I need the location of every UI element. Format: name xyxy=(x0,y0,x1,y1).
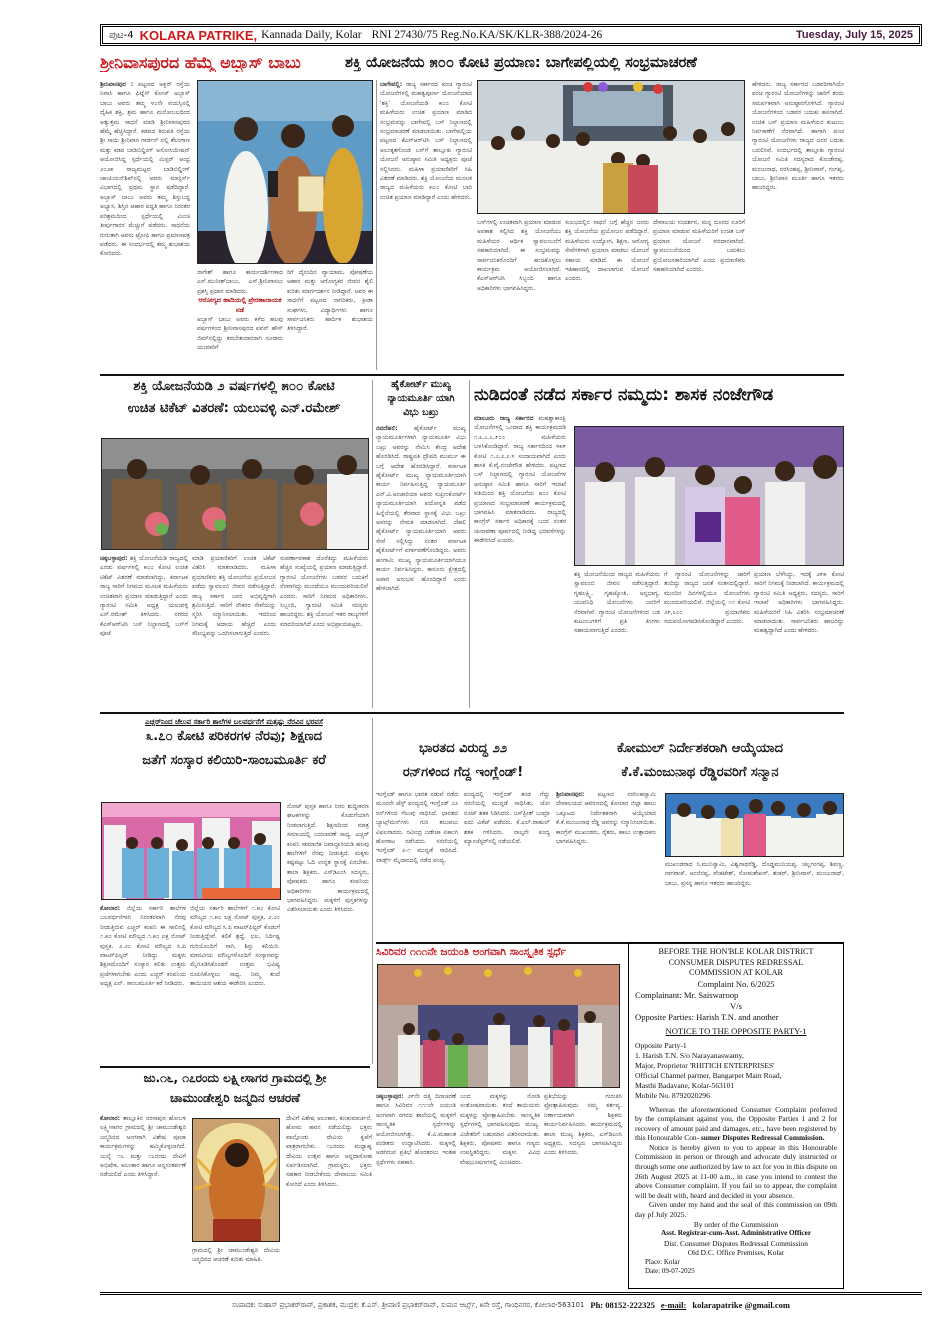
headline-judge-2: ನ್ಯಾಯಮೂರ್ತಿ ಯಾಗಿ xyxy=(387,394,455,404)
article-school-col3: ನೋಟ್ ಪುಸ್ತಕ ಹಾಗೂ ನೀರು ಶುದ್ಧೀಕರಣ ಘಟಕಗಳನ್ನು ಕೊಡುಗೆಯಾಗಿ ನೀಡಲಾಗುತ್ತಿದೆ. ಶಿಕ್ಷಣದಿಂದ ಮಾತ್ರ ಸಮಾಜದಲ್ಲಿ ಬದಲಾವಣೆ ಸಾಧ್ಯ. ಎಚ್ಚರ್ ಕಂಪನಿ ಸಾಮಾಜಿಕ ಜವಾಬ್ದಾರಿಯಡಿ ಹಲವು ಶಾಲೆಗಳಿಗೆ ನೆರವು ನೀಡುತ್ತಿದೆ. ಮಕ್ಕಳು ಕಷ್ಟಪಟ್ಟು ಓದಿ ಉನ್ನತ ಸ್ಥಾನಕ್ಕೆ ಏರಬೇಕು. ಶಾಲಾ ಶಿಕ್ಷಕರು, ಎಸ್‌ಡಿಎಂಸಿ ಸದಸ್ಯರು, ಪೋಷಕರು ಹಾಗೂ ಕಂಪನಿಯ ಅಧಿಕಾರಿಗಳು ಕಾರ್ಯಕ್ರಮದಲ್ಲಿ ಭಾಗವಹಿಸಿದ್ದರು. ಮಕ್ಕಳಿಗೆ ಪುಸ್ತಕಗಳನ್ನು ವಿತರಿಸಲಾಯಿತು ಎಂದು ತಿಳಿಸಿದರು. xyxy=(287,803,369,914)
email-label: e-mail: xyxy=(660,1300,687,1310)
headline-school-aid-2: ಜತೆಗೆ ಸಂಸ್ಕಾರ ಕಲಿಯಿರಿ-ಸಾಂಬಮೂರ್ತಿ ಕರೆ xyxy=(142,754,326,768)
notice-place: Place: Kolar xyxy=(645,1258,680,1267)
article-school-col1: ಕೋಲಾರ: ಜಿಲ್ಲೆಯ ಸರ್ಕಾರಿ ಶಾಲೆಗಳ ಬಲವರ್ಧನೆಗಾಗಿ ನಿರಂತರವಾಗಿ ನೆರವು ನೀಡುತ್ತಿರುವ ಎಚ್ಚರ್ ಕಂಪನಿ ಈ ಸಾಲಿನಲ್ಲಿ ೧.೫೦ ಕೋಟಿ ಮೌಲ್ಯದ ೧.೫೦ ಲಕ್ಷ ನೋಟ್ ಪುಸ್ತಕ, ೨.೨೦ ಕೋಟಿ ಮೌಲ್ಯದ ಸಿ.ಪಿ ವಾಟರ್‌ಫಿಲ್ಟರ್ ನೀಡಿದ್ದು ಮಕ್ಕಳು ಶಿಕ್ಷಣದೊಂದಿಗೆ ಸಂಸ್ಕಾರ ಕಲಿತು ಉತ್ತಮ ಪ್ರಜೆಗಳಾಗಬೇಕು ಎಂದು ಎಚ್ಚರ್ ಕಂಪನಿಯ ಅಧ್ಯಕ್ಷ ಎನ್. ಸಾಂಬಮೂರ್ತಿ ಕರೆ ನೀಡಿದರು. xyxy=(100,905,186,988)
email-address[interactable]: kolarapatrike @gmail.com xyxy=(692,1300,790,1310)
article-komul-col2: ಮುಖಂಡರಾದ ಸಿ.ಮುನಿಸ್ವಾಮಿ, ವಿಶ್ವನಾಥರೆಡ್ಡಿ, ದೊಡ್ಡಮುನಿಯಪ್ಪ, ಚಲ್ಲಗಂಗಪ್ಪ, ಶಿವಣ್ಣ, ನಾಗರಾಜ್, ಆಂಜಿನಪ್ಪ, ವೆಂಕಟೇಶ್, ಸೋಮಶೇಖರ್, ಶಂಕರ್, ಶ್ರೀನಿವಾಸ್, ಮಂಜುನಾಥ್, ಬಾಬು, ಪ್ರಸನ್ನ ಹಾಗೂ ಇತರರು ಹಾಜರಿದ್ದರು. xyxy=(665,861,844,887)
notice-officer: Asst. Registrar-cum-Asst. Administrative Officer xyxy=(660,1229,812,1238)
section-divider xyxy=(100,1066,370,1068)
article-shakti-col1: ಬಾಗೇಪಲ್ಲಿ: ರಾಜ್ಯ ಸರ್ಕಾರದ ಪಂಚ ಗ್ಯಾರಂಟಿ ಯೋಜನೆಗಳಲ್ಲಿ ಮಹತ್ವಪೂರ್ಣ ಯೋಜನೆಯಾದ 'ಶಕ್ತಿ' ಯೋಜನೆಯಡಿ ೫೦೦ ಕೋಟಿ ಮಹಿಳೆಯರು ಉಚಿತ ಪ್ರಯಾಣ ಮಾಡಿದ ಸಂಭ್ರಮವನ್ನು ಬಾಗೇಪಲ್ಲಿ ಬಸ್ ನಿಲ್ದಾಣದಲ್ಲಿ ಸಂಭ್ರಮಾಚರಣೆ ಮಾಡಲಾಯಿತು. ಬಾಗೇಪಲ್ಲಿಯ ಪಟ್ಟಣದ ಕೆಎಸ್‌ಆರ್‌ಟಿಸಿ ಬಸ್ ನಿಲ್ದಾಣದಲ್ಲಿ ಅಲಂಕೃತಗೊಂಡ ಬಸ್‌ಗೆ ತಾಲ್ಲೂಕು ಗ್ಯಾರಂಟಿ ಯೋಜನೆ ಅನುಷ್ಠಾನ ಸಮಿತಿ ಅಧ್ಯಕ್ಷರು ಪೂಜೆ ಸಲ್ಲಿಸಿದರು. ಮಹಿಳಾ ಪ್ರಯಾಣಿಕರಿಗೆ ಸಿಹಿ ವಿತರಣೆ ಮಾಡಿದರು. ಶಕ್ತಿ ಯೋಜನೆಯ ಮೂಲಕ ರಾಜ್ಯದ ಮಹಿಳೆಯರು ೫೦೦ ಕೋಟಿ ಬಾರಿ ಉಚಿತ ಪ್ರಯಾಣ ಮಾಡಿದ್ದಾರೆ ಎಂದು ಹೇಳಿದರು. xyxy=(380,81,472,201)
party-line-4: Masthi Badavane, Kolar-563101 xyxy=(635,1080,735,1090)
article-abbas-col2: ನಾಗೇಶ್ ಹಾಗೂ ಕಾರ್ಯದರ್ಶಿಗಳಾದ ಎಸ್.ಮುನೀಶ್‌ಬಾಬು, ಎಸ್.ಶ್ರೀನಿವಾಸಲು ಪ್ರಶಸ್ತಿ ಪ್ರದಾನ ಮಾಡಿದರು. ಆರೋಗ್ಯದ ಹಾದಿಯಲ್ಲಿ ಪ್ರೇರಣಾದಾಯಕ ನಡೆ ಅಬ್ಬಾಸ್ ಬಾಬು ಅವರು ಕಳೆದ ಹಲವು ವರ್ಷಗಳಿಂದ ಶ್ರೀನಿವಾಸಪುರದ ಪವನ್ ಹೌಸ್ ಜಿಮ್‌ನಲ್ಲಿದ್ದು ತರಬೇತುದಾರರಾಗಿ ನೂರಾರು ಯುವಕರಿಗೆ xyxy=(197,269,283,352)
column-divider xyxy=(372,380,373,708)
headline-judge-1: ಹೈಕೋರ್ಟ್ ಮುಖ್ಯ xyxy=(391,380,451,390)
column-divider xyxy=(372,718,373,1064)
party-line-2: Major, Proprietor 'RHITICH ENTERPRISES' xyxy=(635,1060,775,1070)
article-chamundeshwari-col1: ಕೋಲಾರ: ತಾಲ್ಲೂಕಿನ ನರಸಾಪುರ ಹೋಬಳಿ ಲಕ್ಷ್ಮೀಸಾಗರ ಗ್ರಾಮದಲ್ಲಿ ಶ್ರೀ ಚಾಮುಂಡೇಶ್ವರಿ ಜನ್ಮದಿನದ ಅಂಗವಾಗಿ ವಿಶೇಷ ಪೂಜಾ ಕಾರ್ಯಕ್ರಮಗಳನ್ನು ಹಮ್ಮಿಕೊಳ್ಳಲಾಗಿದೆ. ಜುಲೈ ೧೬ ಮತ್ತು ೧೭ರಂದು ದೇವಿಗೆ ಅಭಿಷೇಕ, ಅಲಂಕಾರ ಹಾಗೂ ಅನ್ನಸಂತರ್ಪಣೆ ನಡೆಯಲಿದೆ ಎಂದು ತಿಳಿಸಿದ್ದಾರೆ. xyxy=(100,1115,186,1179)
party-mobile: Mobile No. 8792020296 xyxy=(635,1090,710,1100)
phone-number: Ph: 08152-222325 xyxy=(590,1300,655,1310)
article-komul-col1: ಶ್ರೀನಿವಾಸಪುರ: ಪಟ್ಟಣದ ನರಸಿಂಹಸ್ವಾಮಿ ದೇವಾಲಯದ ಆವರಣದಲ್ಲಿ ಕೋಲಾರ ಜಿಲ್ಲಾ ಹಾಲು ಒಕ್ಕೂಟದ ನಿರ್ದೇಶಕರಾಗಿ ಆಯ್ಕೆಯಾದ ಕೆ.ಕೆ.ಮಂಜುನಾಥ ರೆಡ್ಡಿ ಅವರನ್ನು ಸನ್ಮಾನಿಸಲಾಯಿತು. ಕಾಂಗ್ರೆಸ್ ಮುಖಂಡರು, ರೈತರು, ಹಾಲು ಉತ್ಪಾದಕರು ಭಾಗವಹಿಸಿದ್ದರು. xyxy=(556,791,656,846)
article-cultural-col2: ಬಂದ ಮಕ್ಕಳನ್ನು ನೋಡಿ ಸಂತೋಷವಾಯಿತು. ತಂದೆ ತಾಯಿಯರು ಮಕ್ಕಳನ್ನು ಪ್ರೋತ್ಸಾಹಿಸಬೇಕು. ಸಾಂಸ್ಕೃತಿಕ ಸ್ಪರ್ಧೆಗಳಲ್ಲಿ ಭಾಗವಹಿಸುವುದು ಮುಖ್ಯ. ವಿಜೇತರಿಗೆ ಬಹುಮಾನ ವಿತರಿಸಲಾಯಿತು. ಶಿಕ್ಷಕರು, ಪೋಷಕರು ಹಾಗೂ ಗಣ್ಯರು ಉಪಸ್ಥಿತರಿದ್ದರು. ಮಕ್ಕಳು ವಿವಿಧ ವೇಷಭೂಷಣಗಳಲ್ಲಿ ಮಿಂಚಿದರು. xyxy=(460,1093,540,1166)
headline-chamundeshwari-1: ಜು.೧೬, ೧೭ರಂದು ಲಕ್ಷ್ಮೀಸಾಗರ ಗ್ರಾಮದಲ್ಲಿ ಶ್ರೀ xyxy=(143,1072,327,1085)
headline-komul-2: ಕೆ.ಕೆ.ಮಂಜುನಾಥ ರೆಡ್ಡಿರವರಿಗೆ ಸನ್ಮಾನ xyxy=(621,766,779,780)
photo-abbas-babu-award xyxy=(197,80,373,264)
headline-chamundeshwari-2: ಚಾಮುಂಡೇಶ್ವರಿ ಜನ್ಮದಿನ ಆಚರಣೆ xyxy=(170,1092,300,1105)
article-abbas-col1: ಶ್ರೀನಿವಾಸಪುರ : ಪಟ್ಟಣದ ಅಕ್ಬರ್ ರಸ್ತೆಯ ನಿವಾಸಿ ಹಾಗೂ ಫಿಟ್ನೆಸ್ ಕೋಚ್ ಅಬ್ಬಾಸ್ ಬಾಬು ಅವರು ತಮ್ಮ ೪೦ನೇ ವಯಸ್ಸಿನಲ್ಲಿ ದೈಹಿಕ ಶಕ್ತಿ, ಶ್ರಮ ಹಾಗೂ ಮನೋಬಲದಿಂದ ಅತ್ಯುತ್ತಮ ಸಾಧನೆ ಮಾಡಿ ಶ್ರೀನಿವಾಸಪುರದ ಹೆಮ್ಮೆ ಹೆಚ್ಚಿಸಿದ್ದಾರೆ. ಕಡಪದ ತಿರುಪತಿ ರಸ್ತೆಯ ಶ್ರೀ ಸಾಯಿ ಶ್ರೀನಿವಾಸ ಗಾರ್ಡನ್ ನಲ್ಲಿ ತೆಲಂಗಾಣ ಮತ್ತು ಕಡಪ ಬಾಡಿಬಿಲ್ಡಿಂಗ್ ಅಸೋಸಿಯೇಷನ್ ಆಯೋಜಿಸಿದ್ದ ಸ್ಪರ್ಧೆಯಲ್ಲಿ ಮಿಸ್ಟರ್ ಆಂಧ್ರ ೨೦೨೫ ರಾಜ್ಯಮಟ್ಟದ ಬಾಡಿಬಿಲ್ಡಿಂಗ್ ಚಾಂಪಿಯನ್‌ಶಿಪ್‌ನಲ್ಲಿ ಅವರು ಮಾಸ್ಟರ್ಸ್ ವಿಭಾಗದಲ್ಲಿ ಪ್ರಥಮ ಸ್ಥಾನ ಪಡೆದಿದ್ದಾರೆ. ಅಬ್ಬಾಸ್ ಬಾಬು ಅವರು ತಮ್ಮ ಶಿಸ್ತುಬದ್ಧ ಅಭ್ಯಾಸ, ಶಿಸ್ತಿನ ಆಹಾರ ಪದ್ಧತಿ ಹಾಗೂ ನಿರಂತರ ಪರಿಶ್ರಮದಿಂದ ಸ್ಪರ್ಧೆಯಲ್ಲಿ ಮಿಂಚಿ ತೀರ್ಪುಗಾರರ ಮೆಚ್ಚುಗೆ ಪಡೆದರು. ಸಾಧನೆಯ ಗುರುತಾಗಿ ಅವರು ಟ್ರೋಫಿ ಹಾಗೂ ಪ್ರಮಾಣಪತ್ರ ಪಡೆದರು. ಈ ಸಂದರ್ಭದಲ್ಲಿ ತಮ್ಮ ಶುಭಾಶಯ ಕೋರಿದರು. xyxy=(100,81,190,258)
footer-imprint xyxy=(100,1292,922,1315)
article-shakti-col2: ಬಸ್‌ಗಳಲ್ಲಿ ಉಚಿತವಾಗಿ ಪ್ರಯಾಣ ಮಾಡುವ ಅವಕಾಶ ಕಲ್ಪಿಸಿದ ಶಕ್ತಿ ಯೋಜನೆಯು ಮಹಿಳೆಯರ ಆರ್ಥಿಕ ಸ್ವಾವಲಂಬನೆಗೆ ಸಹಕಾರಿಯಾಗಿದೆ. ಈ ಸಂಭ್ರಮವನ್ನು ಸಾರ್ವಜನಿಕರೊಂದಿಗೆ ಹಂಚಿಕೊಳ್ಳಲು ಕಾರ್ಯಕ್ರಮ ಆಯೋಜಿಸಲಾಗಿದೆ. ಕೆಎಸ್‌ಆರ್‌ಟಿಸಿ ಸಿಬ್ಬಂದಿ ಹಾಗೂ ಅಧಿಕಾರಿಗಳು ಭಾಗವಹಿಸಿದ್ದರು. xyxy=(477,219,561,292)
headline-komul-1: ಕೋಮುಲ್ ನಿರ್ದೇಶಕರಾಗಿ ಆಯ್ಕೆಯಾದ xyxy=(617,742,783,756)
notice-paragraph-1-bold: sumer Disputes Redressal Commission. xyxy=(700,1133,825,1143)
newspaper-subtitle: Kannada Daily, Kolar xyxy=(261,29,362,41)
photo-komul-felicitation xyxy=(665,793,844,857)
article-chamundeshwari-col2: ದೇವಿಗೆ ವಿಶೇಷ ಅಲಂಕಾರ, ಕುಂಕುಮಾರ್ಚನೆ, ಹೋಮ ಹವನ ನಡೆಯಲಿದ್ದು ಭಕ್ತರು ಪಾಲ್ಗೊಂಡು ದೇವಿಯ ಕೃಪೆಗೆ ಪಾತ್ರರಾಗಬೇಕು. ೧೭ರಂದು ಮಧ್ಯಾಹ್ನ ದೇವಿಯ ಉತ್ಸವ ಹಾಗೂ ಅನ್ನದಾಸೋಹ ಏರ್ಪಡಿಸಲಾಗಿದೆ. ಗ್ರಾಮಸ್ಥರು, ಭಕ್ತರು ಸಹಕಾರ ನೀಡಬೇಕೆಂದು ದೇವಾಲಯ ಸಮಿತಿ ಕೋರಿದೆ ಎಂದು ತಿಳಿಸಿದರು. xyxy=(286,1115,372,1188)
article-cricket-col2: ಪಂದ್ಯದಲ್ಲಿ ಇಂಗ್ಲೆಂಡ್ ತಂಡ ಗೆದ್ದು ಸರಣಿಯಲ್ಲಿ ಮುನ್ನಡೆ ಸಾಧಿಸಿತು. ಜೋ ರೂಟ್ ಶತಕ ಸಿಡಿಸಿದರು. ಜಸ್‌ಪ್ರೀತ್ ಬುಮ್ರಾ ಐದು ವಿಕೆಟ್ ಪಡೆದರು. ಕೆ.ಎಲ್.ರಾಹುಲ್ ಶತಕ ಗಳಿಸಿದರು. ನಾಲ್ಕನೇ ಪಂದ್ಯ ಮ್ಯಾಂಚೆಸ್ಟರ್‌ನಲ್ಲಿ ನಡೆಯಲಿದೆ. xyxy=(464,791,550,846)
dateline: ಶ್ರೀನಿವಾಸಪುರ : xyxy=(100,81,134,88)
notice-paragraph-2: Notice is hereby given to you to appear in this Honourable Commission in person or through and advocate duly instructed or through some one authorized by law to act for you in this dispute on 26th August 2025 at 11-00 a.m., in case you intend to contest the above Consumer complaint. If you fail so to appear, the complaint will be dealt with, heard and decided in your absence. xyxy=(635,1142,837,1200)
complainant: Complainant: Mr. Saiswaroop xyxy=(635,989,739,1000)
dateline: ಕೋಲಾರ: xyxy=(100,905,121,912)
article-nanjegowda-col1: ಮಾಲೂರು ರಾಜ್ಯ ಸರ್ಕಾರದ ಮಹತ್ವಾಕಾಂಕ್ಷಿ ಯೋಜನೆಗಳಲ್ಲಿ ಒಂದಾದ ಶಕ್ತಿ ಕಾರ್ಯಕ್ರಮದಡಿ ೧.೩.೭.೬,೯೦೦ ಮಹಿಳೆಯರು ಬಳಸಿಕೊಂಡಿದ್ದಾರೆ. ರಾಜ್ಯ ಸರ್ಕಾರದಿಂದ ೪೫೯ ಕೋಟಿ ೧.೨.೨.೨.೪ ಸಂದಾಯವಾಗಿದೆ ಎಂದು ಶಾಸಕ ಕೆ.ವೈ.ನಂಜೇಗೌಡ ಹೇಳಿದರು. ಪಟ್ಟಣದ ಬಸ್ ನಿಲ್ದಾಣದಲ್ಲಿ ಗ್ಯಾರಂಟಿ ಯೋಜನೆಗಳ ಅನುಷ್ಠಾನ ಸಮಿತಿ ಹಾಗೂ ಸಾರಿಗೆ ಇಲಾಖೆ ವತಿಯಿಂದ ಶಕ್ತಿ ಯೋಜನೆಯ ೫೦೦ ಕೋಟಿ ಪ್ರಯಾಣದ ಸಂಭ್ರಮಾಚರಣೆ ಕಾರ್ಯಕ್ರಮದಲ್ಲಿ ಭಾಗವಹಿಸಿ ಮಾತನಾಡಿದರು. ರಾಜ್ಯದಲ್ಲಿ ಕಾಂಗ್ರೆಸ್ ಸರ್ಕಾರ ಅಧಿಕಾರಕ್ಕೆ ಬಂದ ನಂತರ ಚುನಾವಣಾ ಪೂರ್ವದಲ್ಲಿ ನೀಡಿದ್ದ ಭರವಸೆಗಳನ್ನು ಈಡೇರಿಸಿದೆ ಎಂದರು. xyxy=(474,415,566,545)
article-shakti-col3: ಸುಲಭದಲ್ಲಿನ ಸಾಧನೆ ಬಗ್ಗೆ ಹೆಚ್ಚಿನ ಜನರು ಶಕ್ತಿ ಯೋಜನೆಯ ಪ್ರಯೋಜನ ಪಡೆದಿದ್ದಾರೆ. ಮಹಿಳೆಯರು ಉದ್ಯೋಗ, ಶಿಕ್ಷಣ, ಆರೋಗ್ಯ ಸೇವೆಗಳಿಗಾಗಿ ಪ್ರಯಾಣ ಮಾಡಲು ಯೋಜನೆ ಸಹಾಯ ಮಾಡಿದೆ. ಈ ಯೋಜನೆ ಇತಿಹಾಸದಲ್ಲಿ ದಾಖಲಾಗುವ ಯೋಜನೆ ಎಂದರು. xyxy=(565,219,649,283)
party-line-1: 1. Harish T.N. S/o Narayanaswamy, xyxy=(635,1050,744,1060)
dateline: ಕೋಲಾರ: xyxy=(100,1115,121,1122)
photo-bus-crowd xyxy=(478,81,745,214)
article-shakti-col5: ಹೇಳಿದರು. ರಾಜ್ಯ ಸರ್ಕಾರದ ಬಡವರಿಗಾಗಿಯೇ ಪಂಚ ಗ್ಯಾರಂಟಿ ಯೋಜನೆಗಳನ್ನು ಜಾರಿಗೆ ತಂದು ಸಮರ್ಪಕವಾಗಿ ಅನುಷ್ಠಾನಗೊಳಿಸಿದೆ. ಗ್ಯಾರಂಟಿ ಯೋಜನೆಗಳಿಂದ ಬಡವರ ಬದುಕು ಹಸನಾಗಿದೆ. ಉಚಿತ ಬಸ್ ಪ್ರಯಾಣ ಮಹಿಳೆಯರ ಕುಟುಂಬ ನಿರ್ವಹಣೆಗೆ ನೆರವಾಗಿದೆ. ಹಾಗಾಗಿ ಪಂಚ ಗ್ಯಾರಂಟಿ ಯೋಜನೆಗಳು ರಾಜ್ಯದ ಜನರ ಬದುಕು ಬದಲಿಸಿವೆ. ಸಂದರ್ಭದಲ್ಲಿ ತಾಲ್ಲೂಕು ಗ್ಯಾರಂಟಿ ಯೋಜನೆ ಸಮಿತಿ ಸದಸ್ಯರಾದ ಕೊಂಡೇರಪ್ಪ, ಮಂಜುನಾಥ, ನರಸಿಂಹಪ್ಪ, ಶ್ರೀನಿವಾಸ್, ಗಂಗಪ್ಪ, ಬಾಬು, ಶ್ರೀನಿವಾಸ ಮೂರ್ತಿ ಹಾಗೂ ಇತರರು ಹಾಜರಿದ್ದರು. xyxy=(752,81,844,192)
newspaper-name: KOLARA PATRIKE, xyxy=(139,27,258,43)
dateline: ನವದೆಹಲಿ: xyxy=(376,425,398,432)
notice-paragraph-3: Given under my hand and the seal of this commission on 09th day pf July 2025. xyxy=(635,1200,837,1220)
headline-nanjegowda: ನುಡಿದಂತೆ ನಡೆದ ಸರ್ಕಾರ ನಮ್ಮದು: ಶಾಸಕ ನಂಜೇಗೌಡ xyxy=(474,386,774,405)
headline-shakti-ramesh-2: ಉಚಿತ ಟಿಕೆಟ್ ವಿತರಣೆ: ಯಲುವಳ್ಳಿ ಎನ್.ರಮೇಶ್ xyxy=(127,402,341,416)
headline-cricket-2: ರನ್‌ಗಳಿಂದ ಗೆದ್ದ ಇಂಗ್ಲೆಂಡ್! xyxy=(402,766,524,780)
photo-school-children xyxy=(101,802,281,900)
headline-cricket-1: ಭಾರತದ ವಿರುದ್ಧ ೨೨ xyxy=(418,742,508,756)
notice-office-1: Dist. Consumer Disputes Redressal Commission xyxy=(664,1238,808,1248)
dateline: ಮಾಲೂರು ರಾಜ್ಯ ಸರ್ಕಾರದ xyxy=(474,415,534,422)
subhead-health: ಆರೋಗ್ಯದ ಹಾದಿಯಲ್ಲಿ ಪ್ರೇರಣಾದಾಯಕ ನಡೆ xyxy=(198,296,282,314)
headline-judge-3: ವಿಭು ಬಖ್ರು xyxy=(403,408,439,418)
photo-students-kits xyxy=(102,803,281,900)
section-divider xyxy=(100,712,844,714)
article-nanjegowda-col4: ಪ್ರಯಾಣ ಬೆಳೆಸಿದ್ದು, ಇದಕ್ಕೆ ೨೯೫ ಕೋಟಿ ಸಾರಿಗೆ ನಿಗಮಕ್ಕೆ ನೀಡಲಾಗಿದೆ. ಕಾರ್ಯಕ್ರಮದಲ್ಲಿ ಗ್ಯಾರಂಟಿ ಸಮಿತಿ ಅಧ್ಯಕ್ಷರು, ಸದಸ್ಯರು, ಸಾರಿಗೆ ಇಲಾಖೆ ಅಧಿಕಾರಿಗಳು ಭಾಗವಹಿಸಿದ್ದರು. ಮಹಿಳೆಯರಿಗೆ ಸಿಹಿ ವಿತರಿಸಿ ಸಂಭ್ರಮಾಚರಣೆ ಮಾಡಲಾಯಿತು. ಸಾರ್ವಜನಿಕರು ಹಾಜರಿದ್ದು ಮಹತ್ವದ್ದಾಗಿದೆ ಎಂದು ಹೇಳಿದರು. xyxy=(754,571,844,635)
article-judge: ನವದೆಹಲಿ: ಹೈಕೋರ್ಟ್ ಮುಖ್ಯ ನ್ಯಾಯಮೂರ್ತಿಗಳಾಗಿ ನ್ಯಾಯಮೂರ್ತಿ ವಿಭು ಬಖ್ರು ಅವರನ್ನು ನೇಮಿಸಿ ಕೇಂದ್ರ ಆದೇಶ ಹೊರಡಿಸಿದೆ. ರಾಷ್ಟ್ರಪತಿ ದ್ರೌಪದಿ ಮುರ್ಮು ಈ ಬಗ್ಗೆ ಆದೇಶ ಹೊರಡಿಸಿದ್ದಾರೆ. ಕರ್ನಾಟಕ ಹೈಕೋರ್ಟ್ ಮುಖ್ಯ ನ್ಯಾಯಮೂರ್ತಿಯಾಗಿ ಕಾರ್ಯ ನಿರ್ವಹಿಸುತ್ತಿದ್ದ ನ್ಯಾಯಮೂರ್ತಿ ಎನ್.ವಿ.ಅಂಜಾರಿಯಾ ಅವರು ಸುಪ್ರೀಂಕೋರ್ಟ್ ನ್ಯಾಯಮೂರ್ತಿಯಾಗಿ ಪದೋನ್ನತಿ ಪಡೆದ ಹಿನ್ನೆಲೆಯಲ್ಲಿ ತೆರವಾದ ಸ್ಥಾನಕ್ಕೆ ವಿಭು ಬಖ್ರು ಅವರನ್ನು ನೇಮಕ ಮಾಡಲಾಗಿದೆ. ದೆಹಲಿ ಹೈಕೋರ್ಟ್ ನ್ಯಾಯಮೂರ್ತಿಯಾಗಿ ಅವರು ಸೇವೆ ಸಲ್ಲಿಸಿದ್ದು ನಂತರ ಕರ್ನಾಟಕ ಹೈಕೋರ್ಟ್‌ಗೆ ವರ್ಗಾವಣೆಗೊಂಡಿದ್ದರು. ಅವರು ಹಂಗಾಮಿ ಮುಖ್ಯ ನ್ಯಾಯಮೂರ್ತಿಯಾಗಿಯೂ ಕಾರ್ಯ ನಿರ್ವಹಿಸಿದ್ದರು. ಕಾನೂನು ಕ್ಷೇತ್ರದಲ್ಲಿ ಅಪಾರ ಅನುಭವ ಹೊಂದಿದ್ದಾರೆ ಎಂದು ಹೇಳಲಾಗಿದೆ. xyxy=(376,425,466,592)
photo-bus-staff-felicitation xyxy=(101,438,369,550)
photo-bodybuilder-trophy xyxy=(198,81,373,264)
notice-heading-3: COMMISSION AT KOLAR xyxy=(688,968,784,977)
article-cultural-col3: ಪ್ರತಿಭೆಯನ್ನು ಗುರುತಿಸಿ ಪ್ರೋತ್ಸಾಹಿಸುವುದು ನಮ್ಮ ಕರ್ತವ್ಯ. ನಿರ್ಣಾಯಕರಾಗಿ ಶಿಕ್ಷಕರು ಕಾರ್ಯನಿರ್ವಹಿಸಿದರು. ಕಾರ್ಯಕ್ರಮದಲ್ಲಿ ಶಾಲಾ ಮುಖ್ಯ ಶಿಕ್ಷಕರು, ಎಸ್‌ಡಿಎಂಸಿ ಅಧ್ಯಕ್ಷರು, ಸದಸ್ಯರು ಭಾಗವಹಿಸಿದ್ದರು ಎಂದು ತಿಳಿಸಿದರು. xyxy=(544,1093,622,1157)
dateline: ಬಾಗೇಪಲ್ಲಿ: xyxy=(380,81,403,88)
issue-date: Tuesday, July 15, 2025 xyxy=(796,29,913,41)
masthead xyxy=(100,24,922,46)
notice-date: Date: 09-07-2025 xyxy=(645,1267,695,1276)
kicker-school-aid: ಎಚ್ಚರ್‌ನಿಂದ ಚೆಲುವ ಸರ್ಕಾರಿ ಶಾಲೆಗಳ ಬಲವರ್ಧನೆಗೆ ಮತ್ತಷ್ಟು ನೆರವಿನ ಭರವಸೆ xyxy=(145,718,323,726)
photo-children-costumes xyxy=(378,965,620,1088)
notice-heading-1: BEFORE THE HON'BLE KOLAR DISTRICT xyxy=(658,947,814,956)
headline-cultural-competition: ಸಿವಿರಿವರ ೧೧೧ನೇ ಜಯಂತಿ ಅಂಗವಾಗಿ ಸಾಂಸ್ಕೃತಿಕ ಸ್ಪರ್ಧೆ xyxy=(376,946,567,958)
party-line-3: Official Channel partner, Bangarpet Main Road, xyxy=(635,1070,782,1080)
article-shakti-col4: ದೇವಾಲಯ ಸಂದರ್ಶನ, ಮನ್ನ ದೂರದ ಊರಿಗೆ ಪ್ರಯಾಣ ಮಾಡುವ ಮಹಿಳೆಯರಿಗೆ ಉಚಿತ ಬಸ್ ಪ್ರಯಾಣ ಯೋಜನೆ ವರದಾನವಾಗಿದೆ. ಸ್ವಾವಲಂಬನೆಯಿಂದ ಬದುಕಲು ಪ್ರಯೋಜನಕಾರಿಯಾಗಿದೆ ಎಂದು ಪ್ರಯಾಣಿಕರು ಸಹಕಾರಿಯಾಗಿದೆ ಎಂದರು. xyxy=(653,219,745,274)
dateline: ಶ್ರೀನಿವಾಸಪುರ: xyxy=(556,791,585,798)
article-nanjegowda-col2: ಶಕ್ತಿ ಯೋಜನೆಯಿಂದ ರಾಜ್ಯದ ಮಹಿಳೆಯರು ಸ್ವಾವಲಂಬಿ ಜೀವನ ನಡೆಸುತ್ತಿದ್ದಾರೆ. ಗೃಹಲಕ್ಷ್ಮಿ, ಗೃಹಜ್ಯೋತಿ, ಅನ್ನಭಾಗ್ಯ, ಯುವನಿಧಿ ಯೋಜನೆಗಳು ಜನರಿಗೆ ನೆರವಾಗಿವೆ. ಗ್ಯಾರಂಟಿ ಯೋಜನೆಗಳಿಂದ ಬಡ ಕುಟುಂಬಗಳಿಗೆ ಪ್ರತಿ ತಿಂಗಳು ಸಹಾಯವಾಗುತ್ತಿದೆ ಎಂದರು. xyxy=(574,571,660,635)
photo-garlanded-director xyxy=(666,794,844,857)
article-school-col2: ಜಿಲ್ಲೆಯ ಸರ್ಕಾರಿ ಶಾಲೆಗಳಿಗೆ ೧.೫೦ ಕೋಟಿ ಮೌಲ್ಯದ ೧.೫೦ ಲಕ್ಷ ನೋಟ್ ಪುಸ್ತಕ, ೨.೨೦ ಕೋಟಿ ಮೌಲ್ಯದ ಸಿ.ಪಿ ವಾಟರ್‌ಫಿಲ್ಟರ್ ಕೊಡುಗೆ ನೀಡುತ್ತಿದ್ದೇವೆ. ಕಲಿಕೆ ಶ್ರದ್ಧೆ, ಛಲ, ನಿರ್ದಿಷ್ಟ ಗುರಿಯೊಂದಿಗೆ ಸಾಗಿ, ಶಿಸ್ತು ಕಲಿಯಿರಿ. ಮಾನವೀಯ ಮೌಲ್ಯಗಳೊಂದಿಗೆ ಸಂಸ್ಕಾರವನ್ನು ಮೈಗೂಡಿಸಿಕೊಂಡರೆ ಉತ್ತಮ ಭವಿಷ್ಯ ರೂಪಿಸಿಕೊಳ್ಳಲು ಸಾಧ್ಯ. ನಿಮ್ಮ ತಂದೆ ತಾಯಿಯರ ಆಶಯ ಈಡೇರಿಸಿ ಎಂದರು. xyxy=(190,905,280,988)
article-cultural-col1: ಚಿಕ್ಕಬಳ್ಳಾಪುರ: ೨೯ನೇ ದತ್ತಿ ದಿನಾಚರಣೆ ಹಾಗೂ ಸಿವಿರಿವರ ೧೧೧ನೇ ಜಯಂತಿ ಅಂಗವಾಗಿ ನಗರದ ಶಾಲೆಯಲ್ಲಿ ಮಕ್ಕಳಿಗೆ ಸಾಂಸ್ಕೃತಿಕ ಸ್ಪರ್ಧೆಗಳನ್ನು ಆಯೋಜಿಸಲಾಗಿತ್ತು. ಕೆ.ವಿ.ಮಹಾಂತ ಪಂಡಿತರು ಉದ್ಘಾಟಿಸಿದರು. ಮಕ್ಕಳಲ್ಲಿ ಅಡಗಿರುವ ಪ್ರತಿಭೆ ಹೊರತರಲು ಇಂತಹ ಸ್ಪರ್ಧೆಗಳು ಸಹಕಾರಿ. xyxy=(376,1093,456,1166)
article-ramesh-col1: ಚಿಕ್ಕಬಳ್ಳಾಪುರ: ಶಕ್ತಿ ಯೋಜನೆಯಡಿ ರಾಜ್ಯದಲ್ಲಿ ಎರಡು ವರ್ಷಗಳಲ್ಲಿ ೫೦೦ ಕೋಟಿ ಉಚಿತ ಟಿಕೆಟ್ ವಿತರಣೆ ಮಾಡಲಾಗಿದ್ದು, ಕರ್ನಾಟಕ ರಾಜ್ಯ ಸಾರಿಗೆ ನಿಗಮದ ಮೂಲಕ ಮಹಿಳೆಯರು ಉಚಿತವಾಗಿ ಪ್ರಯಾಣ ಮಾಡುತ್ತಿದ್ದಾರೆ ಎಂದು ಗ್ಯಾರಂಟಿ ಸಮಿತಿ ಅಧ್ಯಕ್ಷ ಯಲುವಳ್ಳಿ ಎನ್.ರಮೇಶ್ ತಿಳಿಸಿದರು. ನಗರದ ಕೆಎಸ್‌ಆರ್‌ಟಿಸಿ ಬಸ್ ನಿಲ್ದಾಣದಲ್ಲಿ ಬಸ್‌ಗೆ ಪೂಜೆ xyxy=(100,555,188,638)
versus: V/s xyxy=(730,1000,742,1011)
section-divider xyxy=(100,374,844,376)
article-ramesh-col3: ಸುವರ್ಣಾವಕಾಶ ದೊರೆತಿದ್ದು ಮಹಿಳೆಯರು ಹೆಚ್ಚಿನ ಸಂಖ್ಯೆಯಲ್ಲಿ ಪ್ರಯಾಣ ಮಾಡುತ್ತಿದ್ದಾರೆ. ಗ್ಯಾರಂಟಿ ಯೋಜನೆಗಳು ಬಡವರ ಬದುಕಿಗೆ ನೆರವಾಗಿದ್ದು ಮುಂದೆಯೂ ಮುಂದುವರಿಯಲಿವೆ ಎಂದರು. ಸಾರಿಗೆ ನಿಗಮದ ಅಧಿಕಾರಿಗಳು, ಸಿಬ್ಬಂದಿ, ಗ್ಯಾರಂಟಿ ಸಮಿತಿ ಸದಸ್ಯರು ಹಾಜರಿದ್ದರು. ಶಕ್ತಿ ಯೋಜನೆ ಇತರ ರಾಜ್ಯಗಳಿಗೆ ಮಾದರಿಯಾಗಿದೆ ಎಂದು ಅಭಿಪ್ರಾಯಪಟ್ಟರು. xyxy=(280,555,368,628)
article-ramesh-col2: ಮಾಡಿ ಪ್ರಯಾಣಿಕರಿಗೆ ಉಚಿತ ಟಿಕೆಟ್ ವಿತರಿಸಿ ಮಾತನಾಡಿದರು. ಮಹಿಳಾ ಪ್ರಯಾಣಿಕರು ಶಕ್ತಿ ಯೋಜನೆಯ ಪ್ರಯೋಜನ ಪಡೆದು ಸ್ವಾವಲಂಬಿ ಜೀವನ ನಡೆಸುತ್ತಿದ್ದಾರೆ. ರಾಜ್ಯ ಸರ್ಕಾರ ಜನರ ಅಭಿವೃದ್ಧಿಗಾಗಿ ಶ್ರಮಿಸುತ್ತಿದೆ. ಸಾರಿಗೆ ನೌಕರರ ಸೇವೆಯನ್ನು ಸ್ಮರಿಸಿ ಸನ್ಮಾನಿಸಲಾಯಿತು. ಇದರಿಂದ ನಿಗಮಕ್ಕೆ ಆದಾಯ ಹೆಚ್ಚಿದೆ ಎಂದು ಸೌಲಭ್ಯವನ್ನು ಒದಗಿಸಲಾಗುತ್ತಿದೆ ಎಂದರು. xyxy=(192,555,276,638)
photo-staff-bouquets xyxy=(102,439,369,550)
publisher-info: ಸಂಪಾದಕ: ಸುಹಾಸ್ ಪ್ರಭಾಕರ್‌ರಾವ್, ಪ್ರಕಾಶಕ, ಮುದ್ರಕ: ಕೆ.ಎಸ್. ಶ್ರೀವಾಣಿ ಪ್ರಭಾಕರ್‌ರಾವ್, ಸುಮನ ಆರ್ಟ್ಸ್, ೫ನೇ ರಸ್ತೆ, ಗಾಂಧಿನಗರ, ಕೋಲಾರ-563101 xyxy=(232,1300,585,1309)
dateline: ಚಿಕ್ಕಬಳ್ಳಾಪುರ: xyxy=(100,555,128,562)
photo-shakti-bus-celebration xyxy=(477,80,745,214)
notice-order: By order of the Commission xyxy=(693,1219,779,1229)
page-number: ಪುಟ-4 xyxy=(109,29,134,41)
headline-school-aid-1: ೩.೭೦ ಕೋಟಿ ಪರಿಕರಗಳ ನೆರವು; ಶಿಕ್ಷಣದ xyxy=(146,730,322,744)
headline-abbas-babu: ಶ್ರೀನಿವಾಸಪುರದ ಹೆಮ್ಮೆ ಅಬ್ಬಾಸ್ ಬಾಬು xyxy=(100,54,301,72)
legal-notice xyxy=(628,942,844,1289)
opposite-parties: Opposite Parties: Harish T.N. and another xyxy=(635,1012,779,1023)
notice-title: NOTICE TO THE OPPOSITE PARTY-1 xyxy=(665,1026,807,1037)
photo-mla-felicitation xyxy=(575,427,844,566)
headline-shakti-ramesh-1: ಶಕ್ತಿ ಯೋಜನೆಯಡಿ ೨ ವರ್ಷಗಳಲ್ಲಿ ೫೦೦ ಕೋಟಿ xyxy=(133,380,335,394)
notice-paragraph-1-text: Whereas the aforementioned Consumer Complaint preferred by the complainant against you, the Opposite Parties 1 and 2 for recovery of amount paid and damages, etc., have been registered by this Honourable Con- xyxy=(635,1104,837,1143)
party-label: Opposite Party-1 xyxy=(635,1040,687,1050)
column-divider xyxy=(469,380,470,708)
article-chamundeshwari-caption: ಗ್ರಾಮದಲ್ಲಿ ಶ್ರೀ ಚಾಮುಂಡೇಶ್ವರಿ ದೇವಿಯ ಜನ್ಮದಿನದ ಆಚರಣೆ ಕುರಿತು ಮಾಹಿತಿ. xyxy=(192,1247,280,1264)
registration-number: RNI 27430/75 Reg.No.KA/SK/KLR-388/2024-26 xyxy=(371,29,603,41)
article-cricket-col1: ಇಂಗ್ಲೆಂಡ್ ಹಾಗೂ ಭಾರತ ನಡುವೆ ನಡೆದ ಮೂರನೇ ಟೆಸ್ಟ್ ಪಂದ್ಯದಲ್ಲಿ ಇಂಗ್ಲೆಂಡ್ ೨೨ ರನ್‌ಗಳಿಂದ ಗೆಲುವು ಸಾಧಿಸಿದೆ. ಭಾರತದ ಬ್ಯಾಟ್ಸ್‌ಮನ್‌ಗಳು ಗುರಿ ತಲುಪಲು ವಿಫಲರಾದರು. ರವೀಂದ್ರ ಜಡೇಜಾ ಏಕಾಂಗಿ ಹೋರಾಟ ನಡೆಸಿದರು. ಸರಣಿಯಲ್ಲಿ ಇಂಗ್ಲೆಂಡ್ ೨-೧ ಮುನ್ನಡೆ ಸಾಧಿಸಿದೆ. ಲಾರ್ಡ್ಸ್ ಮೈದಾನದಲ್ಲಿ ನಡೆದ ಪಂದ್ಯ. xyxy=(376,791,458,864)
notice-office-2: Old D.C. Office Premises, Kolar xyxy=(687,1248,785,1258)
article-abbas-col3: ರಿಗೆ ದೈನಂದಿನ ವ್ಯಾಯಾಮ, ಪೋಷಣೆಯ ಆಹಾರ ಮತ್ತು ಆರೋಗ್ಯಕರ ಜೀವನ ಶೈಲಿ ಕುರಿತು ಮಾರ್ಗದರ್ಶನ ನೀಡಿದ್ದಾರೆ. ಅವರ ಈ ಸಾಧನೆಗೆ ಪಟ್ಟಣದ ನಾಗರಿಕರು, ಕ್ರೀಡಾ ಸಂಘಗಳು, ವಿದ್ಯಾರ್ಥಿಗಳು ಹಾಗೂ ಸಾರ್ವಜನಿಕರು ಹಾರ್ದಿಕ ಶುಭಾಶಯ ತಿಳಿಸಿದ್ದಾರೆ. xyxy=(287,269,373,333)
photo-goddess-idol xyxy=(193,1119,280,1242)
photo-chamundeshwari-deity xyxy=(192,1118,280,1242)
article-nanjegowda-col3: ಗೆ ಗ್ಯಾರಂಟಿ ಯೋಜನೆಗಳನ್ನು ಜಾರಿಗೆ ತಂದಿದ್ದು ರಾಜ್ಯದ ಜನತೆ ಸಂತಸದಲ್ಲಿದ್ದಾರೆ. ಮುಂದಿನ ದಿನಗಳಲ್ಲಿಯೂ ಯೋಜನೆಗಳು ಮುಂದುವರಿಯಲಿವೆ. ಜಿಲ್ಲೆಯಲ್ಲಿ ೧೧ ಕೋಟಿ ೨೯,೬೦೦ ಪ್ರಯಾಣಿಕರು ಸದುಪಯೋಗಪಡಿಸಿಕೊಂಡಿದ್ದಾರೆ ಎಂದರು. xyxy=(664,571,750,626)
photo-cultural-event xyxy=(377,964,620,1088)
dateline: ಚಿಕ್ಕಬಳ್ಳಾಪುರ: xyxy=(376,1093,404,1100)
notice-heading-2: CONSUMER DISPUTES REDRESSAL xyxy=(668,957,804,967)
notice-paragraph-1 xyxy=(635,1105,837,1143)
headline-shakti-bagepalli: ಶಕ್ತಿ ಯೋಜನೆಯ ೫೦೦ ಕೋಟಿ ಪ್ರಯಾಣ: ಬಾಗೇಪಲ್ಲಿಯಲ್ಲಿ ಸಂಭ್ರಮಾಚರಣೆ xyxy=(345,55,697,71)
column-divider xyxy=(376,80,377,370)
complaint-number: Complaint No. 6/2025 xyxy=(697,978,775,989)
photo-nanjegowda-event xyxy=(574,426,844,566)
